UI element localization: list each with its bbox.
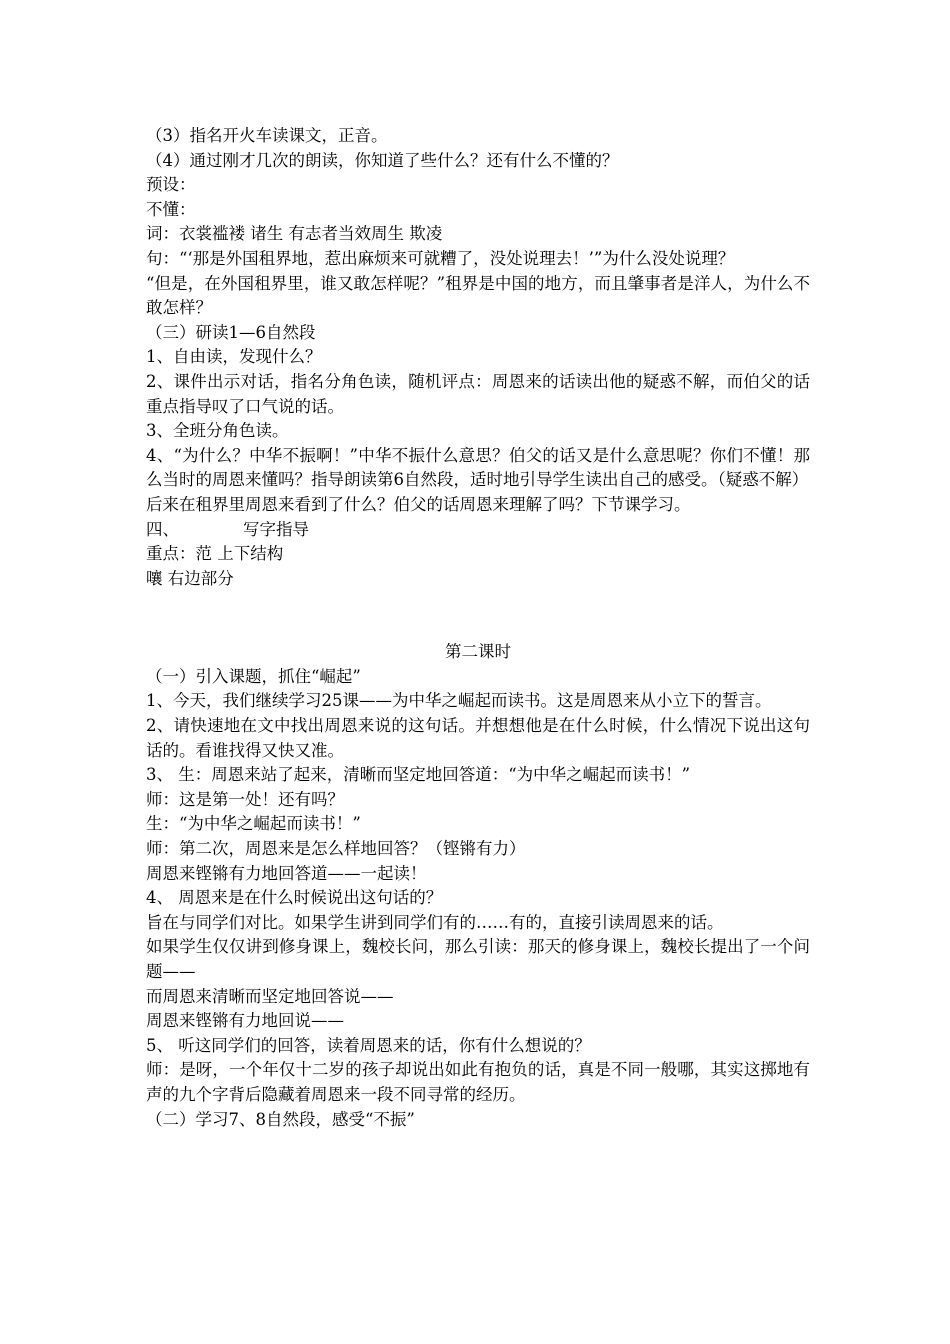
text-line: 嚷 右边部分 [146,568,234,588]
lesson-title: 第二课时 [445,642,511,662]
text-line: 3、全班分角色读。 [146,421,289,441]
section-heading: （一）引入课题，抓住“崛起” [146,666,361,686]
text-line: 3、 生：周恩来站了起来，清晰而坚定地回答道：“为中华之崛起而读书！” [146,765,691,785]
section-title: 写字指导 [243,519,309,539]
text-line: 而周恩来清晰而坚定地回答说—— [146,986,394,1006]
text-line: 后来在租界里周恩来看到了什么？伯父的话周恩来理解了吗？下节课学习。 [146,494,691,514]
section-heading: （二）学习7、8自然段，感受“不振” [146,1109,415,1129]
text-line: （4）通过刚才几次的朗读，你知道了些什么？还有什么不懂的？ [146,150,619,170]
document-body [146,124,810,1132]
text-line: 词：衣裳褴褛 诸生 有志者当效周生 欺凌 [146,224,443,244]
text-line: 5、 听这同学们的回答，读着周恩来的话，你有什么想说的？ [146,1035,591,1055]
text-line: 4、 周恩来是在什么时候说出这句话的？ [146,888,443,908]
text-line: 重点：范 上下结构 [146,544,284,564]
text-line: 旨在与同学们对比。如果学生讲到同学们有的……有的，直接引读周恩来的话。 [146,912,724,932]
text-paragraph: 师：是呀，一个年仅十二岁的孩子却说出如此有抱负的话，真是不同一般哪，其实这掷地有声的九个字背后隐藏着周恩来一段不同寻常的经历。 [146,1060,810,1104]
text-line: （3）指名开火车读课文，正音。 [146,126,388,145]
text-line: 周恩来铿锵有力地回答道——一起读！ [146,863,427,883]
text-paragraph: 句：“‘那是外国租界地，惹出麻烦来可就糟了，没处说理去！’”为什么没处说理？ [146,248,735,268]
text-paragraph: 如果学生仅仅讲到修身课上，魏校长问，那么引读：那天的修身课上，魏校长提出了一个问题—— [146,937,810,981]
text-paragraph: 2、请快速地在文中找出周恩来说的这句话。并想想他是在什么时候，什么情况下说出这句话的。看谁找得又快又准。 [146,716,810,760]
text-paragraph: 4、“为什么？中华不振啊！”中华不振什么意思？伯父的话又是什么意思呢？你们不懂！那么当时的周恩来懂吗？指导朗读第6自然段，适时地引导学生读出自己的感受。（疑惑不解） [146,445,810,490]
text-line: 生：“为中华之崛起而读书！” [146,814,361,834]
text-line: 师：这是第一处！还有吗？ [146,789,344,809]
text-paragraph: 2、课件出示对话，指名分角色读，随机评点：周恩来的话读出他的疑惑不解，而伯父的话重点指导叹了口气说的话。 [146,371,810,416]
text-line: 不懂： [146,199,196,219]
text-line: 周恩来铿锵有力地回说—— [146,1011,344,1031]
text-line: 1、自由读，发现什么？ [146,347,322,367]
text-line: 预设： [146,175,196,195]
section-heading [146,518,810,543]
text-paragraph: 1、今天，我们继续学习25课——为中华之崛起而读书。这是周恩来从小立下的誓言。 [146,691,772,711]
text-line: 师：第二次，周恩来是怎么样地回答？（铿锵有力） [146,839,526,859]
text-paragraph: “但是，在外国租界里，谁又敢怎样呢？”租界是中国的地方，而且肇事者是洋人，为什么不敢怎样？ [146,273,810,318]
section-heading: （三）研读1—6自然段 [146,322,316,342]
section-number: 四、 [146,519,179,539]
